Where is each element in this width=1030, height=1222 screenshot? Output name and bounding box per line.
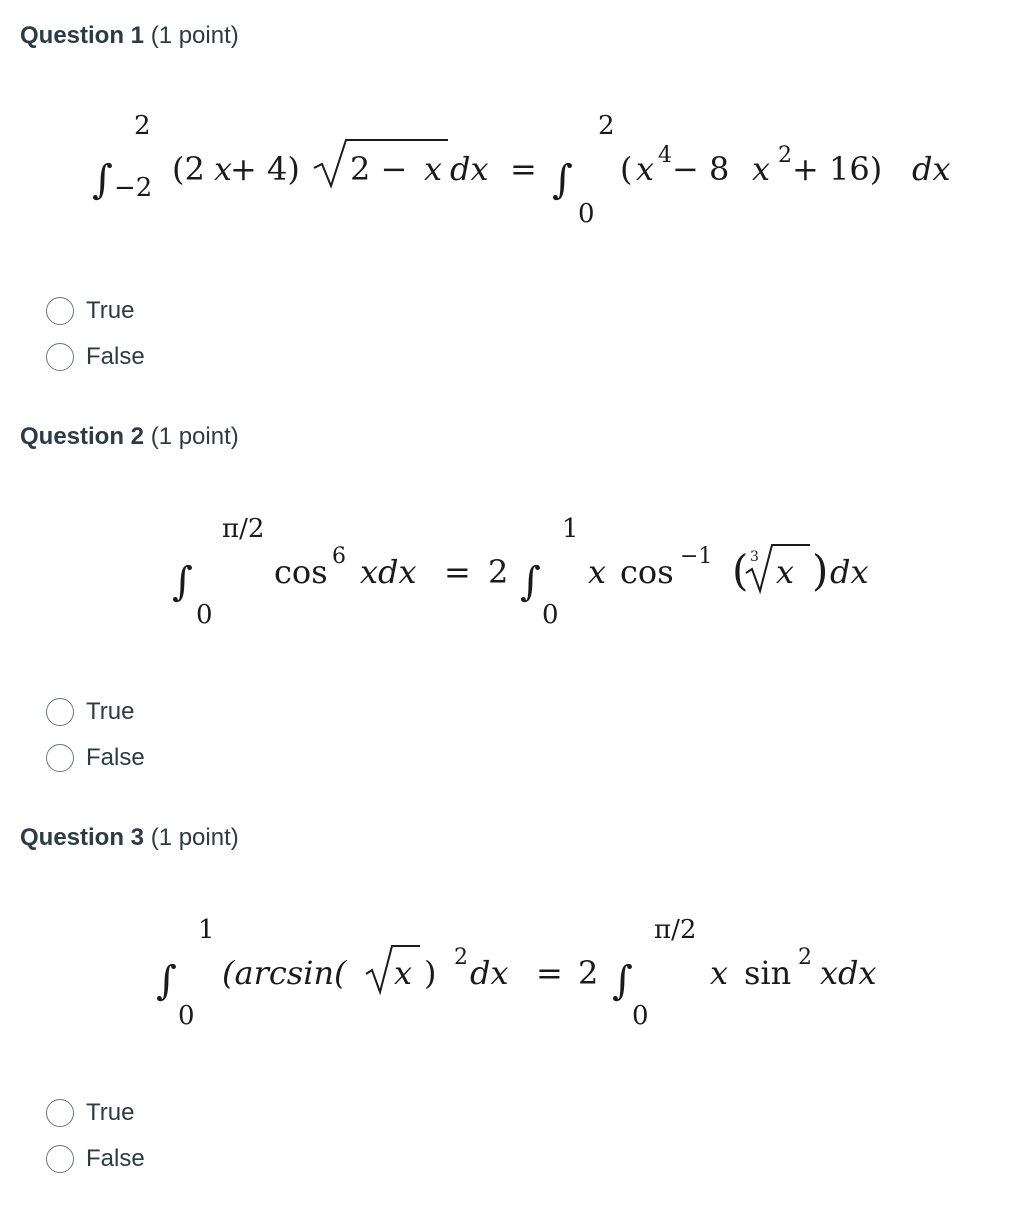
question-3 [0,802,1030,1202]
exponent: 2 [454,945,468,970]
differential: dx [470,954,509,992]
integral-sign: ∫ [156,958,177,1004]
integrand-part: ( [620,150,633,188]
radio-button[interactable] [46,297,74,325]
equals-sign: = [510,150,537,188]
integrand-part: + 4) [230,150,300,188]
radio-button[interactable] [46,744,74,772]
option-label: True [86,698,135,725]
integrand-part: + 16) [792,150,883,188]
upper-limit: π/2 [222,514,265,544]
equals-sign: = [444,553,471,591]
upper-limit: 2 [598,111,615,141]
integral-sign: ∫ [520,559,541,605]
exponent: −1 [680,544,713,569]
answer-options [46,288,145,380]
differential: dx [450,150,489,188]
upper-limit: 1 [198,915,215,945]
option-true[interactable] [46,1090,145,1136]
integrand-part: − 8 [672,150,730,188]
question-points: (1 point) [150,824,239,851]
radio-button[interactable] [46,698,74,726]
coefficient: 2 [488,553,509,591]
integrand-variable: xdx [820,954,877,992]
function-name: sin [744,954,792,992]
radicand-part: 2 − [350,150,408,188]
upper-limit: 1 [562,514,579,544]
lower-limit: 0 [542,600,559,630]
option-label: False [86,744,145,771]
exponent: 2 [798,945,812,970]
question-points: (1 point) [150,22,239,49]
function-name: cos [620,553,674,591]
question-3-formula [0,802,1030,1102]
question-1 [0,0,1030,400]
option-label: False [86,343,145,370]
option-true[interactable] [46,288,145,334]
option-true[interactable] [46,689,145,735]
lower-limit: 0 [196,600,213,630]
function-name: cos [274,553,328,591]
question-1-formula [0,0,1030,300]
integrand-part: (2 [172,150,205,188]
lower-limit: −2 [114,173,153,203]
integral-sign: ∫ [172,559,193,605]
integrand-variable: x [710,954,729,992]
question-number: Question 2 [20,423,145,450]
lower-limit: 0 [578,199,595,229]
exponent: 2 [778,143,792,168]
question-number: Question 1 [20,22,145,49]
integrand-part: (arcsin( [222,954,347,992]
radicand-variable: x [776,553,795,591]
paren-close: ) [812,546,829,595]
radio-button[interactable] [46,343,74,371]
coefficient: 2 [578,954,599,992]
option-false[interactable] [46,735,145,781]
lower-limit: 0 [632,1001,649,1031]
option-false[interactable] [46,334,145,380]
question-points: (1 point) [150,423,239,450]
paren-open: ( [732,546,749,595]
integral-sign: ∫ [612,958,633,1004]
equals-sign: = [536,954,563,992]
integral-sign: ∫ [552,157,573,203]
radio-button[interactable] [46,1099,74,1127]
integrand-variable: xdx [360,553,417,591]
integrand-variable: x [752,150,771,188]
question-2-formula [0,401,1030,701]
exponent: 6 [332,544,346,569]
root-index: 3 [750,549,759,565]
upper-limit: 2 [134,111,151,141]
option-label: False [86,1145,145,1172]
option-label: True [86,297,135,324]
exponent: 4 [658,143,672,168]
integrand-variable: x [636,150,655,188]
question-2 [0,401,1030,801]
answer-options [46,689,145,781]
question-number: Question 3 [20,824,145,851]
option-label: True [86,1099,135,1126]
differential: dx [830,553,869,591]
radio-button[interactable] [46,1145,74,1173]
paren-close: ) [424,954,437,992]
integral-sign: ∫ [92,157,113,203]
radicand-variable: x [424,150,443,188]
differential: dx [912,150,951,188]
answer-options [46,1090,145,1182]
radicand-variable: x [394,954,413,992]
integrand-variable: x [214,150,233,188]
integrand-variable: x [588,553,607,591]
option-false[interactable] [46,1136,145,1182]
upper-limit: π/2 [654,915,697,945]
lower-limit: 0 [178,1001,195,1031]
